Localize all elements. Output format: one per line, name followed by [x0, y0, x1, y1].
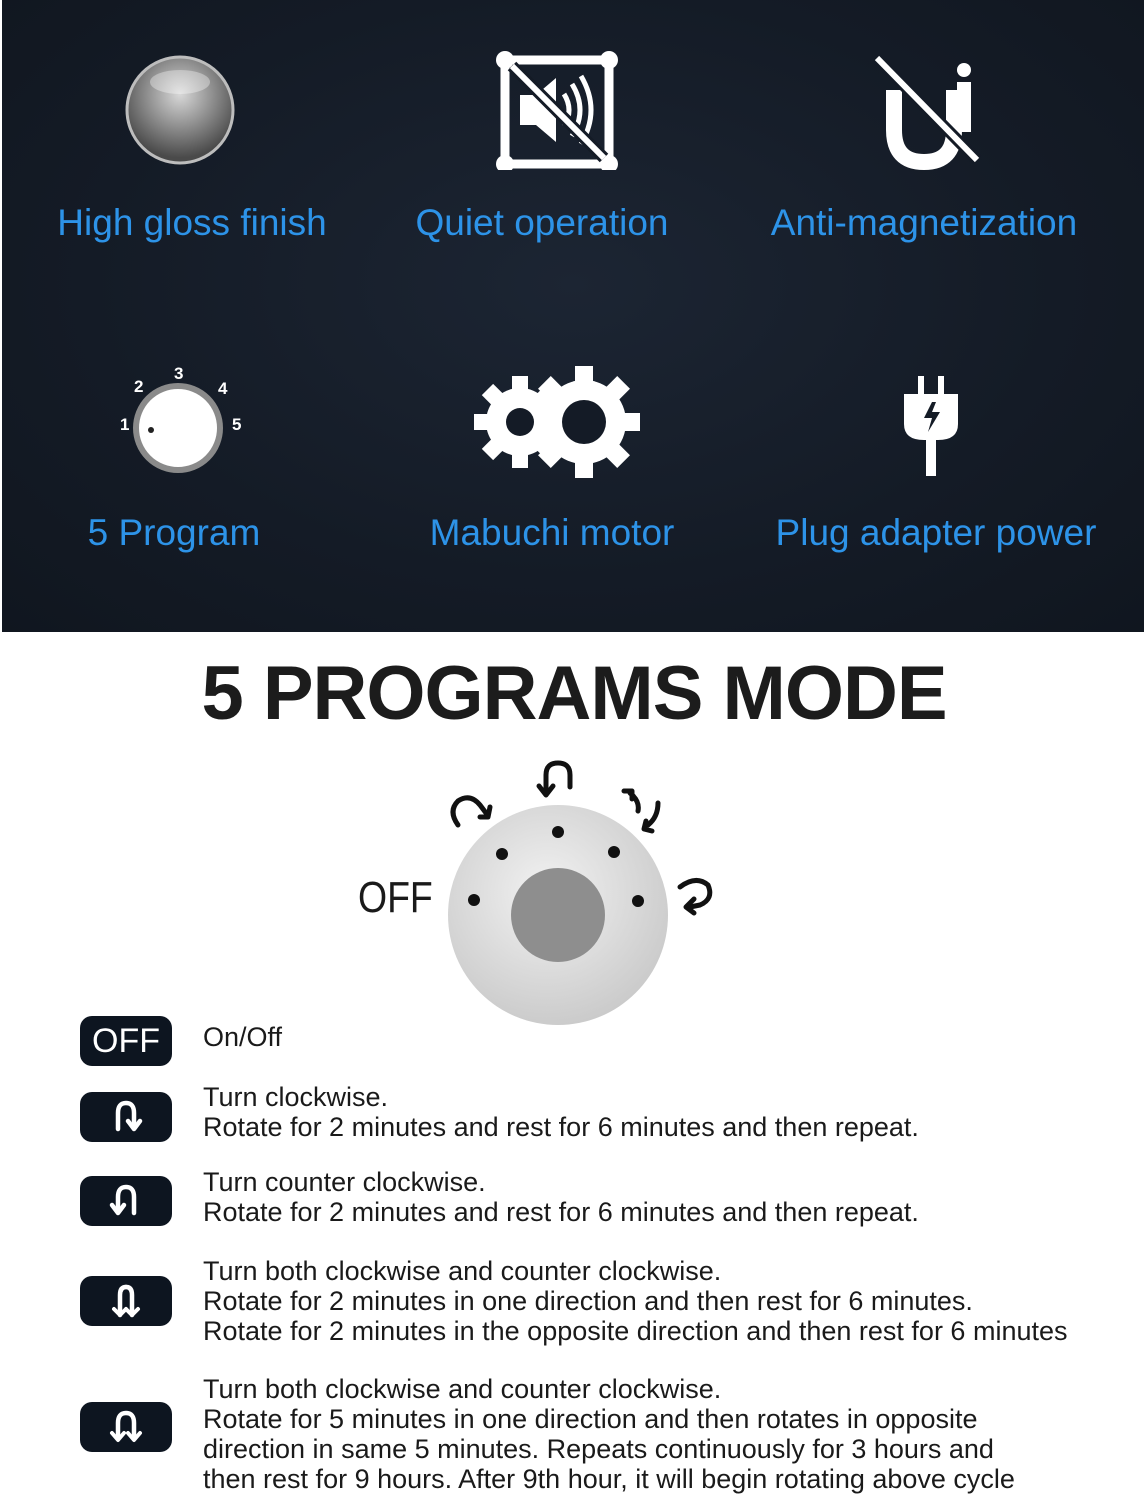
off-badge-text: OFF	[92, 1021, 160, 1060]
off-badge	[80, 1016, 172, 1066]
program-dial-diagram	[340, 745, 760, 1035]
feature-label: Plug adapter power	[775, 512, 1097, 553]
features-panel	[2, 0, 1144, 632]
mode-line: Rotate for 2 minutes in one direction and then rest for 6 minutes.	[203, 1286, 973, 1316]
mode-line: Turn clockwise.	[203, 1082, 389, 1112]
dial-number-5: 5	[232, 415, 242, 434]
gears-icon	[362, 362, 742, 492]
feature-label: Quiet operation	[415, 202, 669, 243]
mode-line: Turn both clockwise and counter clockwise.	[203, 1374, 722, 1404]
mode-line: On/Off	[203, 1022, 283, 1052]
mode-line: Rotate for 2 minutes and rest for 6 minutes and then repeat.	[203, 1112, 919, 1142]
mode-description	[203, 1022, 282, 1052]
feature-label: Anti-magnetization	[770, 202, 1078, 243]
feature-label: 5 Program	[87, 512, 261, 553]
mode-description	[203, 1256, 1068, 1346]
mode-line: Turn both clockwise and counter clockwise.	[203, 1256, 722, 1286]
mode-line: then rest for 9 hours. After 9th hour, it will begin rotating above cycle	[203, 1464, 1015, 1494]
anti-magnet-icon	[734, 50, 1114, 180]
mode-line: direction in same 5 minutes. Repeats continuously for 3 hours and	[203, 1434, 994, 1464]
mode-line: Rotate for 2 minutes and rest for 6 minutes and then repeat.	[203, 1197, 919, 1227]
muted-speaker-icon	[352, 50, 732, 180]
clockwise-arrow-icon	[80, 1092, 172, 1142]
mode-line: Rotate for 5 minutes in one direction and then rotates in opposite	[203, 1404, 978, 1434]
counter-clockwise-arrow-icon	[80, 1176, 172, 1226]
program-dial-icon	[0, 360, 364, 490]
feature-label: High gloss finish	[57, 202, 327, 243]
mode-line: Turn counter clockwise.	[203, 1167, 486, 1197]
dial-off-label: OFF	[358, 873, 433, 922]
dial-number-1: 1	[120, 415, 130, 434]
mode-description	[203, 1374, 1015, 1494]
feature-label: Mabuchi motor	[429, 512, 675, 553]
mode-line: Rotate for 2 minutes in the opposite direction and then rest for 6 minutes	[203, 1316, 1068, 1346]
mode-description	[203, 1167, 919, 1227]
gloss-sphere-icon	[2, 52, 382, 182]
bidirectional-arrow-icon	[80, 1276, 172, 1326]
mode-description	[203, 1082, 919, 1142]
dial-number-3: 3	[174, 364, 184, 383]
dial-number-2: 2	[134, 377, 144, 396]
page-title: 5 PROGRAMS MODE	[201, 651, 947, 736]
continuous-cycle-arrow-icon	[80, 1402, 172, 1452]
dial-number-4: 4	[218, 379, 228, 398]
plug-icon	[746, 370, 1126, 500]
